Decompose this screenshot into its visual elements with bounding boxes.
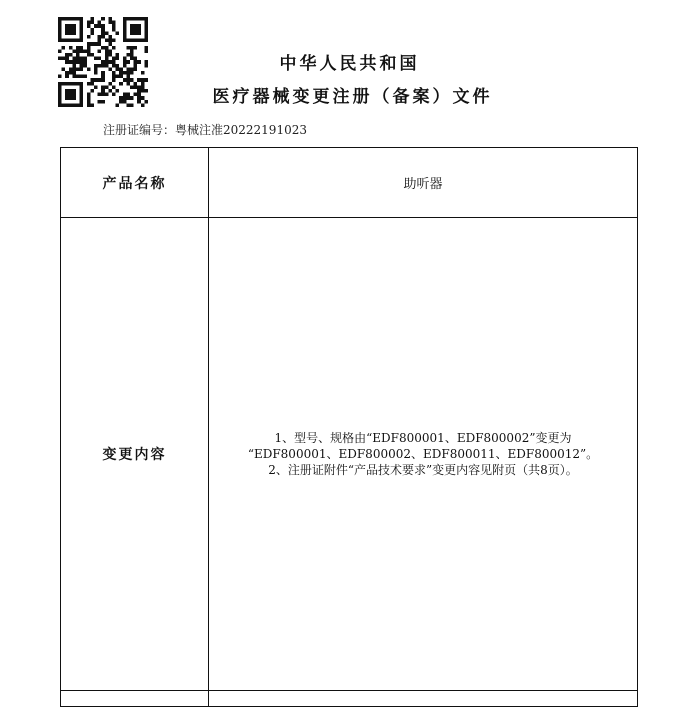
document-title-country: 中华人民共和国 bbox=[279, 54, 420, 74]
next-row-label-cell bbox=[61, 690, 209, 706]
change-content-value bbox=[209, 218, 638, 691]
product-name-value: 助听器 bbox=[209, 148, 638, 218]
change-content-line-3: 2、注册证附件“产品技术要求”变更内容见附页（共8页）。 bbox=[268, 463, 578, 478]
table-row-product-name bbox=[61, 148, 638, 218]
change-content-line-2: “EDF800001、EDF800002、EDF800011、EDF800012”。 bbox=[247, 447, 599, 462]
change-registration-table bbox=[60, 147, 638, 707]
next-row-value-cell bbox=[209, 690, 638, 706]
table-row-next bbox=[61, 690, 638, 706]
change-content-line-1: 1、型号、规格由“EDF800001、EDF800002”变更为 bbox=[274, 431, 572, 446]
registration-number: 注册证编号：粤械注准20222191023 bbox=[103, 123, 307, 137]
product-name-label: 产品名称 bbox=[61, 148, 209, 218]
table-row-change-content bbox=[61, 218, 638, 691]
document-title: 医疗器械变更注册（备案）文件 bbox=[212, 87, 493, 107]
change-content-label: 变更内容 bbox=[61, 218, 209, 691]
